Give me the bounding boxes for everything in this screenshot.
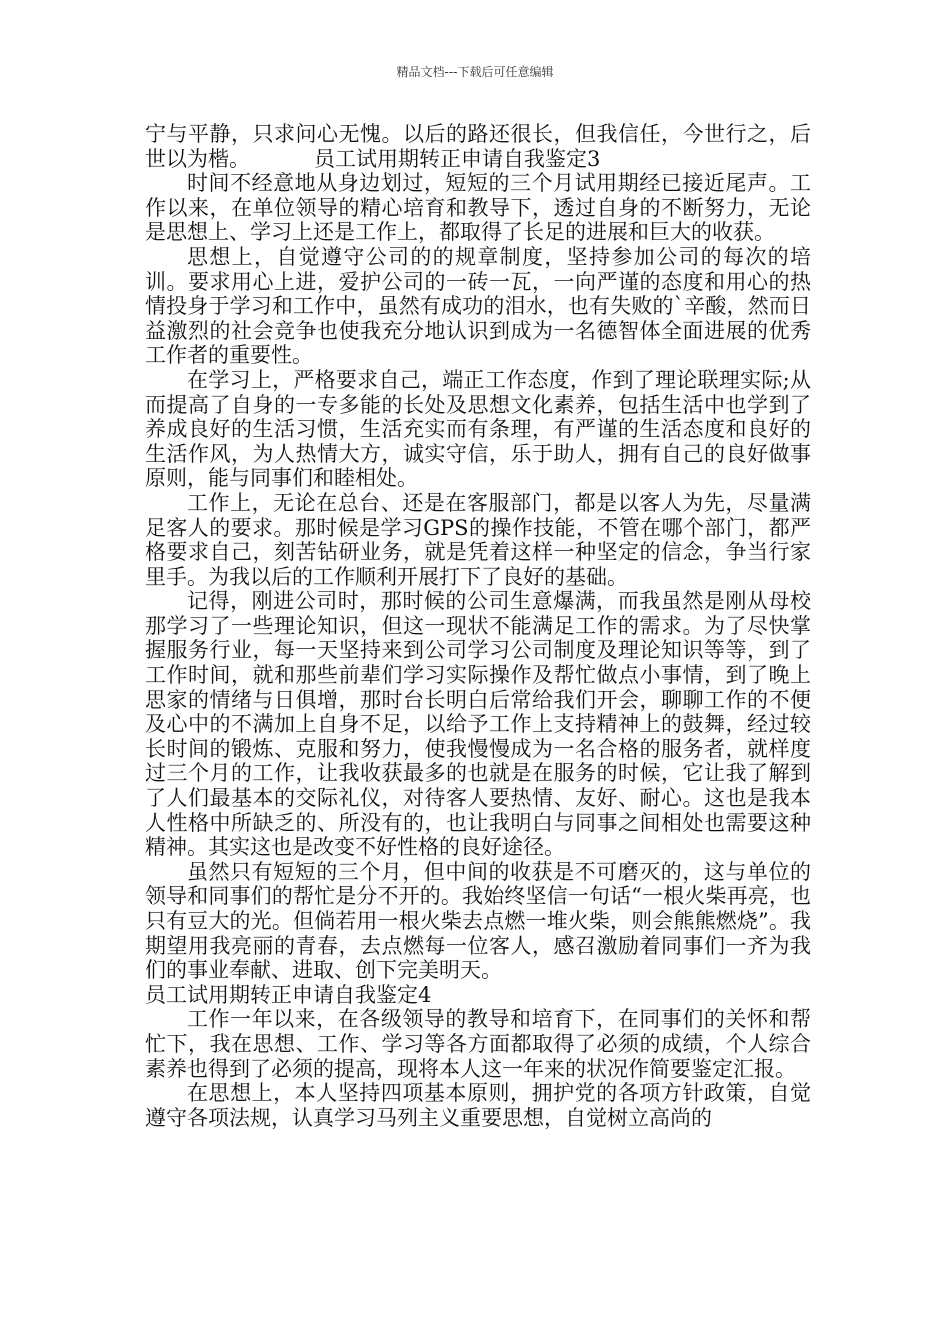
- paragraph: 在学习上，严格要求自己，端正工作态度，作到了理论联理实际;从而提高了自身的一专多能的长处及思想文化素养，包括生活中也学到了养成良好的生活习惯，生活充实而有条理，有严谨的生活态度和良好的生活作风，为人热情大方，诚实守信，乐于助人，拥有自己的良好做事原则，能与同事们和睦相处。: [145, 367, 811, 491]
- section-heading-4: 员工试用期转正申请自我鉴定4: [145, 982, 432, 1007]
- opening-text: 宁与平静，只求问心无愧。以后的路还很长，但我信任，今世行之，后世以为楷。: [145, 122, 811, 171]
- paragraph: 工作上，无论在总台、还是在客服部门，都是以客人为先，尽量满足客人的要求。那时候是学习GPS的操作技能，不管在哪个部门，都严格要求自己，刻苦钻研业务，就是凭着这样一种坚定的信念，争当行家里手。为我以后的工作顺利开展打下了良好的基础。: [145, 490, 811, 589]
- page-header: 精品文档---下载后可任意编辑: [396, 65, 554, 79]
- section-heading-3: 员工试用期转正申请自我鉴定3: [314, 146, 601, 171]
- opening-paragraph: [145, 122, 811, 171]
- paragraph: 在思想上，本人坚持四项基本原则，拥护党的各项方针政策，自觉遵守各项法规，认真学习马列主义重要思想，自觉树立高尚的: [145, 1081, 811, 1130]
- document-body: [145, 122, 811, 1130]
- paragraph: 记得，刚进公司时，那时候的公司生意爆满，而我虽然是刚从母校那学习了一些理论知识，但这一现状不能满足工作的需求。为了尽快掌握服务行业，每一天坚持来到公司学习公司制度及理论知识等等，到了工作时间，就和那些前辈们学习实际操作及帮忙做点小事情，到了晚上思家的情绪与日俱增，那时台长明白后常给我们开会，聊聊工作的不便及心中的不满加上自身不足，以给予工作上支持精神上的鼓舞，经过较长时间的锻炼、克服和努力，使我慢慢成为一名合格的服务者，就样度过三个月的工作，让我收获最多的也就是在服务的时候，它让我了解到了人们最基本的交际礼仪，对待客人要热情、友好、耐心。这也是我本人性格中所缺乏的、所没有的，也让我明白与同事之间相处也需要这种精神。其实这也是改变不好性格的良好途径。: [145, 589, 811, 860]
- paragraph: 虽然只有短短的三个月，但中间的收获是不可磨灭的，这与单位的领导和同事们的帮忙是分不开的。我始终坚信一句话“一根火柴再亮，也只有豆大的光。但倘若用一根火柴去点燃一堆火柴，则会熊熊燃烧”。我期望用我亮丽的青春，去点燃每一位客人，感召激励着同事们一齐为我们的事业奉献、进取、创下完美明天。: [145, 859, 811, 983]
- paragraph: 思想上，自觉遵守公司的的规章制度，坚持参加公司的每次的培训。要求用心上进，爱护公司的一砖一瓦，一向严谨的态度和用心的热情投身于学习和工作中，虽然有成功的泪水，也有失败的`辛酸，然而日益激烈的社会竞争也使我充分地认识到成为一名德智体全面进展的优秀工作者的重要性。: [145, 244, 811, 368]
- paragraph: 时间不经意地从身边划过，短短的三个月试用期经已接近尾声。工作以来，在单位领导的精心培育和教导下，透过自身的不断努力，无论是思想上、学习上还是工作上，都取得了长足的进展和巨大的收获。: [145, 171, 811, 245]
- paragraph: 工作一年以来，在各级领导的教导和培育下，在同事们的关怀和帮忙下，我在思想、工作、学习等各方面都取得了必须的成绩，个人综合素养也得到了必须的提高，现将本人这一年来的状况作简要鉴定汇报。: [145, 1007, 811, 1081]
